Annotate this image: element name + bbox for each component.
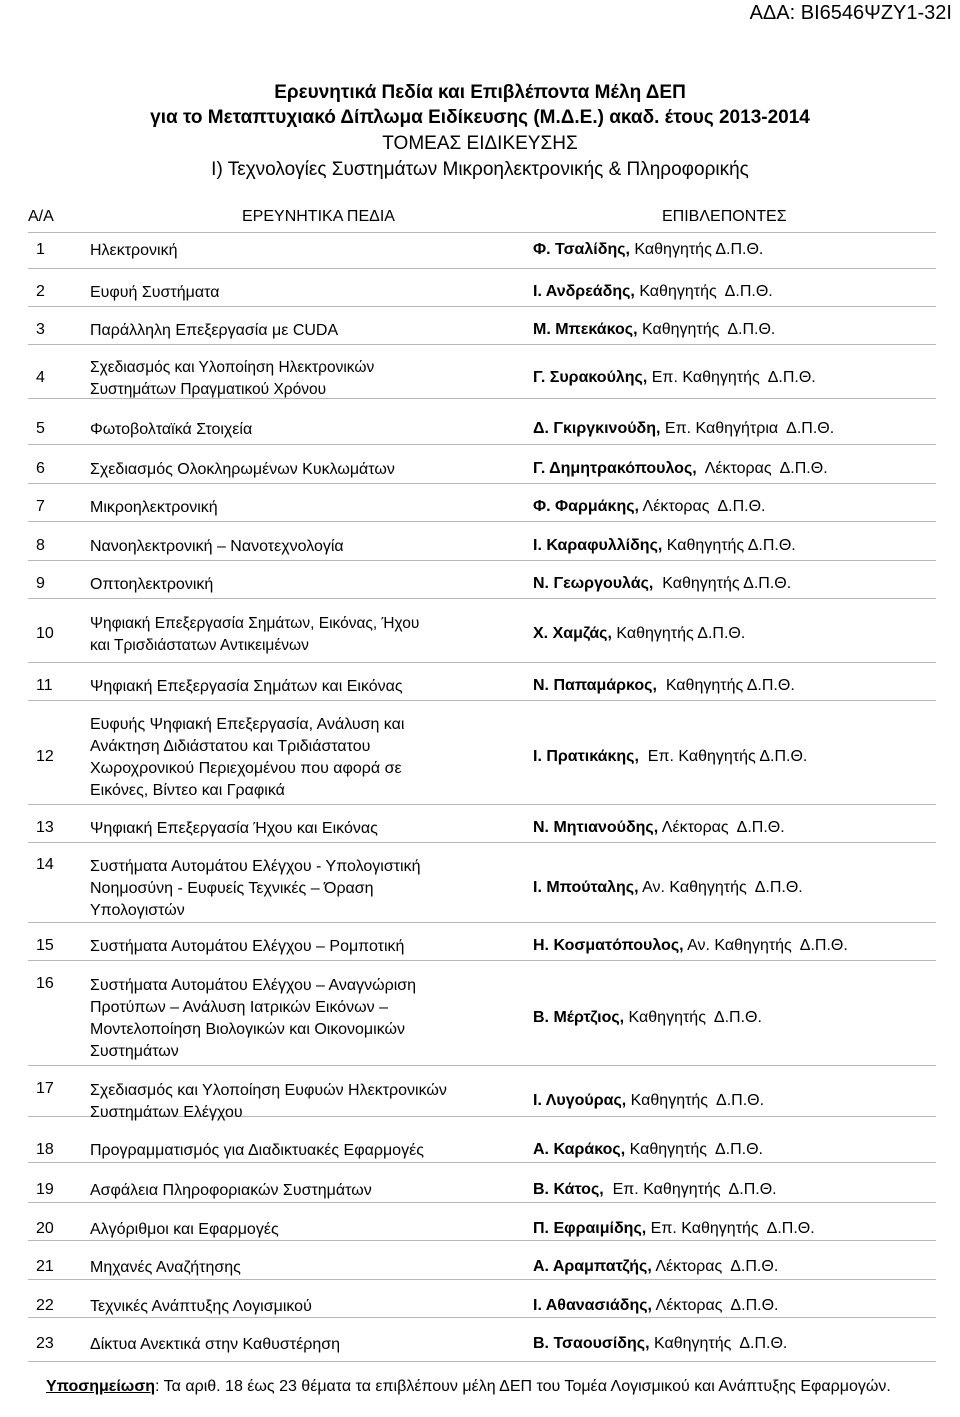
supervisor-name: Ι. Μπούταλης, [533, 879, 639, 896]
supervisor [533, 937, 848, 955]
supervisor [533, 498, 765, 516]
supervisor [533, 677, 795, 695]
research-field-line: Παράλληλη Επεξεργασία με CUDA [90, 322, 339, 339]
research-field [90, 818, 510, 840]
supervisor-name: Π. Εφραιμίδης, [533, 1220, 647, 1237]
research-field-line: Νοημοσύνη - Ευφυείς Τεχνικές – Όραση [90, 880, 374, 897]
research-field-line: Ευφυή Συστήματα [90, 284, 220, 301]
research-field-line: Συστήματα Αυτομάτου Ελέγχου – Ρομποτική [90, 938, 405, 955]
row-number: 12 [36, 748, 54, 765]
supervisor-title: Λέκτορας Δ.Π.Θ. [696, 460, 828, 477]
header-aa: Α/Α [28, 208, 54, 225]
row-number: 20 [36, 1220, 54, 1237]
supervisor-name: Β. Μέρτζιος, [533, 1009, 625, 1026]
research-field-line: Συστήματα Αυτομάτου Ελέγχου - Υπολογιστική [90, 858, 421, 875]
supervisor-name: Ι. Ανδρεάδης, [533, 283, 635, 300]
supervisor-title: Καθηγητής Δ.Π.Θ. [634, 283, 773, 300]
research-field-line: Δίκτυα Ανεκτικά στην Καθυστέρηση [90, 1336, 341, 1353]
supervisor [533, 879, 803, 897]
row-number: 7 [36, 498, 45, 515]
supervisor-title: Λέκτορας Δ.Π.Θ. [651, 1258, 779, 1275]
supervisor [533, 241, 763, 259]
supervisor-title: Καθηγητής Δ.Π.Θ. [649, 1335, 788, 1352]
supervisor-title: Επ. Καθηγητής Δ.Π.Θ. [647, 369, 816, 386]
research-field-line: Ανάκτηση Διδιάστατου και Τριδιάστατου [90, 738, 371, 755]
row-number: 1 [36, 241, 45, 258]
supervisor [533, 1335, 787, 1353]
supervisor-name: Ι. Αθανασιάδης, [533, 1297, 652, 1314]
supervisor-title: Καθηγητής Δ.Π.Θ. [629, 241, 764, 258]
row-number: 18 [36, 1141, 54, 1158]
research-field-line: Συστημάτων Ελέγχου [90, 1104, 243, 1121]
supervisor-title: Επ. Καθηγητής Δ.Π.Θ. [603, 1181, 777, 1198]
table-row [0, 574, 960, 596]
document-title-line-1: Ερευνητικά Πεδία και Επιβλέποντα Μέλη ΔΕΠ [274, 82, 686, 103]
table-row [0, 676, 960, 698]
row-separator [28, 521, 936, 522]
document-title-line-2: για το Μεταπτυχιακό Δίπλωμα Ειδίκευσης (Μ.Δ.Ε.) ακαδ. έτους 2013-2014 [150, 107, 810, 128]
row-separator [28, 268, 936, 269]
table-row [0, 1257, 960, 1279]
row-number: 10 [36, 625, 54, 642]
supervisor [533, 460, 828, 478]
supervisor-name: Α. Αραμπατζής, [533, 1258, 652, 1275]
research-field-line: Ηλεκτρονική [90, 242, 178, 259]
row-separator [28, 444, 936, 445]
supervisor-title: Καθηγητής Δ.Π.Θ. [626, 1092, 765, 1109]
research-field [90, 320, 510, 342]
table-row [0, 357, 960, 401]
table-row [0, 818, 960, 840]
supervisor-title: Αν. Καθηγητής Δ.Π.Θ. [683, 937, 848, 954]
supervisor [533, 420, 834, 438]
research-field-line: Ψηφιακή Επεξεργασία Ήχου και Εικόνας [90, 820, 378, 837]
research-field-line: Συστήματα Αυτομάτου Ελέγχου – Αναγνώριση [90, 977, 417, 994]
supervisor-name: Ι. Πρατικάκης, [533, 748, 639, 765]
research-field [90, 613, 510, 657]
supervisor-name: Ν. Παπαμάρκος, [533, 677, 657, 694]
table-row [0, 240, 960, 262]
supervisor [533, 575, 791, 593]
document-title-line-3: ΤΟΜΕΑΣ ΕΙΔΙΚΕΥΣΗΣ [382, 133, 578, 154]
supervisor [533, 1092, 764, 1110]
supervisor-title: Επ. Καθηγητής Δ.Π.Θ. [646, 1220, 815, 1237]
supervisor [533, 1181, 777, 1199]
table-row [0, 320, 960, 342]
research-field-line: Ευφυής Ψηφιακή Επεξεργασία, Ανάλυση και [90, 716, 405, 733]
supervisor [533, 625, 745, 643]
supervisor-title: Επ. Καθηγήτρια Δ.Π.Θ. [660, 420, 835, 437]
table-row [0, 975, 960, 1063]
row-separator [28, 344, 936, 345]
supervisor-title: Λέκτορας Δ.Π.Θ. [638, 498, 766, 515]
research-field [90, 240, 510, 262]
research-field-line: Νανοηλεκτρονική – Νανοτεχνολογία [90, 538, 344, 555]
research-field [90, 676, 510, 698]
footnote-text: : Τα αριθ. 18 έως 23 θέματα τα επιβλέπουν μέλη ΔΕΠ του Τομέα Λογισμικού και Ανάπτυξης Εφαρμογών. [155, 1378, 891, 1395]
research-field-line: Σχεδιασμός Ολοκληρωμένων Κυκλωμάτων [90, 461, 395, 478]
research-field-line: Υπολογιστών [90, 902, 185, 919]
table-row [0, 497, 960, 519]
supervisor [533, 283, 773, 301]
research-field [90, 459, 510, 481]
research-field-line: Εικόνες, Βίντεο και Γραφικά [90, 782, 285, 799]
supervisor-title: Καθηγητής Δ.Π.Θ. [611, 625, 746, 642]
row-separator [28, 560, 936, 561]
supervisor-title: Αν. Καθηγητής Δ.Π.Θ. [638, 879, 803, 896]
table-row [0, 419, 960, 441]
supervisor-name: Γ. Συρακούλης, [533, 369, 648, 386]
research-field-line: Μοντελοποίηση Βιολογικών και Οικονομικών [90, 1021, 405, 1038]
supervisor [533, 369, 816, 387]
row-number: 6 [36, 460, 45, 477]
table-row [0, 282, 960, 304]
row-number: 3 [36, 321, 45, 338]
research-field [90, 975, 510, 1063]
row-number: 5 [36, 420, 45, 437]
supervisor [533, 748, 807, 766]
research-field [90, 1334, 510, 1356]
supervisor-title: Καθηγητής Δ.Π.Θ. [625, 1141, 763, 1158]
row-number: 17 [36, 1080, 54, 1097]
table-row [0, 1296, 960, 1318]
supervisor-title: Καθηγητής Δ.Π.Θ. [624, 1009, 762, 1026]
row-number: 11 [36, 677, 53, 694]
row-separator [28, 662, 936, 663]
header-supervisors: ΕΠΙΒΛΕΠΟΝΤΕΣ [662, 208, 787, 225]
row-separator [28, 960, 936, 961]
supervisor-name: Ι. Λυγούρας, [533, 1092, 627, 1109]
row-separator [28, 1279, 936, 1280]
research-field-line: Ασφάλεια Πληροφοριακών Συστημάτων [90, 1182, 372, 1199]
supervisor-title: Επ. Καθηγητής Δ.Π.Θ. [638, 748, 808, 765]
row-number: 4 [36, 369, 45, 386]
row-separator [28, 1162, 936, 1163]
research-field [90, 1080, 510, 1124]
research-field-line: Χωροχρονικού Περιεχομένου που αφορά σε [90, 760, 402, 777]
supervisor-name: Η. Κοσματόπουλος, [533, 937, 684, 954]
supervisor-title: Καθηγητής Δ.Π.Θ. [656, 677, 795, 694]
supervisor-name: Ν. Μητιανούδης, [533, 819, 659, 836]
table-row [0, 459, 960, 481]
document-id: ΑΔΑ: ΒΙ6546ΨΖΥ1-32Ι [749, 2, 952, 24]
row-separator [28, 842, 936, 843]
research-field-line: Συστημάτων [90, 1043, 179, 1060]
supervisor-title: Καθηγητής Δ.Π.Θ. [637, 321, 776, 338]
row-separator [28, 1065, 936, 1066]
row-separator [28, 922, 936, 923]
table-row [0, 1334, 960, 1356]
row-separator [28, 598, 936, 599]
row-number: 9 [36, 575, 45, 592]
supervisor [533, 1297, 778, 1315]
row-number: 23 [36, 1335, 54, 1352]
row-separator [28, 1202, 936, 1203]
row-number: 15 [36, 937, 54, 954]
row-number: 19 [36, 1181, 54, 1198]
supervisor-name: Φ. Φαρμάκης, [533, 498, 639, 515]
table-row [0, 536, 960, 558]
table-row [0, 1219, 960, 1241]
supervisor-name: Μ. Μπεκάκος, [533, 321, 638, 338]
supervisor [533, 321, 775, 339]
table-row [0, 1180, 960, 1202]
table-row [0, 1140, 960, 1162]
supervisor-title: Λέκτορας Δ.Π.Θ. [651, 1297, 779, 1314]
research-field [90, 1296, 510, 1318]
row-number: 16 [36, 975, 54, 992]
row-number: 8 [36, 537, 45, 554]
supervisor-name: Φ. Τσαλίδης, [533, 241, 630, 258]
row-separator [28, 804, 936, 805]
supervisor-name: Δ. Γκιργκινούδη, [533, 420, 661, 437]
research-field-line: Ψηφιακή Επεξεργασία Σημάτων, Εικόνας, Ήχου [90, 615, 420, 632]
supervisor-title: Καθηγητής Δ.Π.Θ. [653, 575, 792, 592]
research-field-line: Τεχνικές Ανάπτυξης Λογισμικού [90, 1298, 312, 1315]
document-title-line-4: Ι) Τεχνολογίες Συστημάτων Μικροηλεκτρονικής & Πληροφορικής [211, 159, 749, 180]
research-field-line: Αλγόριθμοι και Εφαρμογές [90, 1221, 279, 1238]
research-field [90, 1257, 510, 1279]
header-field: ΕΡΕΥΝΗΤΙΚΑ ΠΕΔΙΑ [242, 208, 395, 225]
footnote-label: Υποσημείωση [46, 1378, 156, 1395]
row-separator [28, 306, 936, 307]
research-field-line: Προγραμματισμός για Διαδικτυακές Εφαρμογές [90, 1142, 424, 1159]
research-field [90, 1140, 510, 1162]
row-number: 13 [36, 819, 54, 836]
supervisor [533, 819, 785, 837]
research-field [90, 536, 510, 558]
row-number: 2 [36, 283, 45, 300]
research-field [90, 419, 510, 441]
research-field-line: Συστημάτων Πραγματικού Χρόνου [90, 381, 327, 398]
supervisor [533, 1009, 762, 1027]
research-field-line: Οπτοηλεκτρονική [90, 576, 214, 593]
row-separator [28, 483, 936, 484]
row-number: 21 [36, 1258, 54, 1275]
supervisor-name: Α. Καράκος, [533, 1141, 626, 1158]
research-field-line: Σχεδιασμός και Υλοποίηση Ηλεκτρονικών [90, 359, 375, 376]
supervisor [533, 1141, 763, 1159]
supervisor-name: Γ. Δημητρακόπουλος, [533, 460, 697, 477]
research-field-line: Φωτοβολταϊκά Στοιχεία [90, 421, 253, 438]
supervisor-title: Καθηγητής Δ.Π.Θ. [662, 537, 796, 554]
research-field [90, 1219, 510, 1241]
research-field [90, 936, 510, 958]
research-field-line: Μικροηλεκτρονική [90, 499, 218, 516]
supervisor-name: Β. Τσαουσίδης, [533, 1335, 650, 1352]
research-field-line: Προτύπων – Ανάλυση Ιατρικών Εικόνων – [90, 999, 389, 1016]
research-field [90, 714, 510, 802]
research-field-line: Σχεδιασμός και Υλοποίηση Ευφυών Ηλεκτρονικών [90, 1082, 447, 1099]
table-row [0, 613, 960, 657]
research-field-line: και Τρισδιάστατων Αντικειμένων [90, 637, 309, 654]
research-field [90, 497, 510, 519]
research-field [90, 856, 510, 922]
supervisor-name: Ν. Γεωργουλάς, [533, 575, 654, 592]
table-row [0, 936, 960, 958]
row-separator [28, 700, 936, 701]
research-field [90, 574, 510, 596]
supervisor-title: Λέκτορας Δ.Π.Θ. [658, 819, 785, 836]
row-separator [28, 1361, 936, 1362]
supervisor-name: Χ. Χαμζάς, [533, 625, 612, 642]
table-row [0, 1080, 960, 1124]
supervisor [533, 1220, 815, 1238]
supervisor-name: Ι. Καραφυλλίδης, [533, 537, 663, 554]
supervisor [533, 537, 796, 555]
research-field-line: Ψηφιακή Επεξεργασία Σημάτων και Εικόνας [90, 678, 403, 695]
research-field [90, 1180, 510, 1202]
row-separator [28, 232, 936, 233]
row-number: 22 [36, 1297, 54, 1314]
research-field [90, 357, 510, 401]
research-field-line: Μηχανές Αναζήτησης [90, 1259, 241, 1276]
supervisor [533, 1258, 778, 1276]
research-field [90, 282, 510, 304]
supervisor-name: Β. Κάτος, [533, 1181, 604, 1198]
table-row [0, 856, 960, 922]
footnote [46, 1377, 956, 1397]
row-number: 14 [36, 856, 54, 873]
table-row [0, 714, 960, 802]
